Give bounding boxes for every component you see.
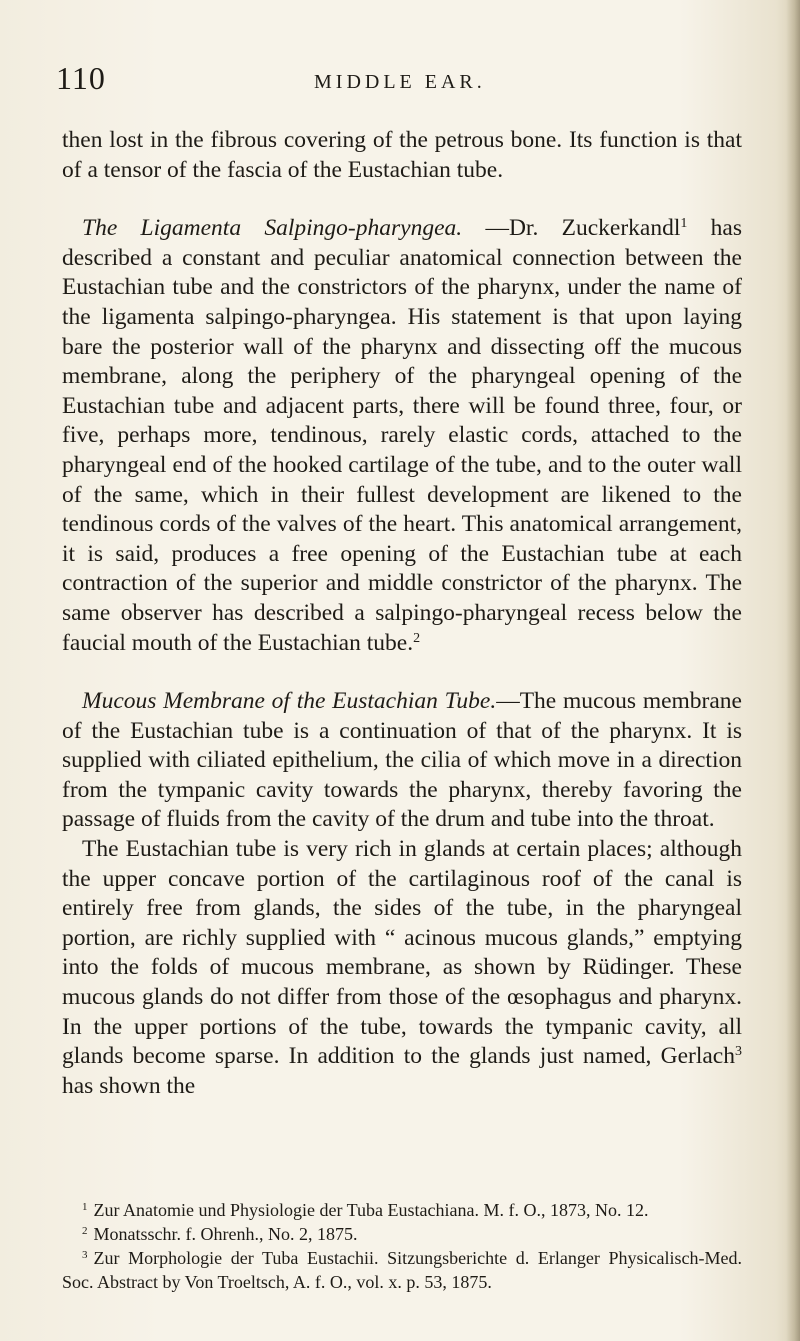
footnote-text-3: Zur Morphologie der Tuba Eustachii. Sitzungsberichte d. Erlanger Physicalisch-Med. Soc. Abstract by Von Troeltsch, A. f. O., vol. x. p. 53, 1875.	[62, 1248, 742, 1292]
footnotes	[62, 1198, 742, 1294]
running-head: MIDDLE EAR.	[314, 71, 486, 93]
footnote-marker-2: 2	[82, 1225, 88, 1237]
section-title-mucous-membrane: Mucous Membrane of the Eustachian Tube.	[82, 688, 497, 715]
paragraph-ligamenta-intro: —Dr. Zuckerkandl	[462, 215, 681, 242]
paragraph-glands	[62, 835, 742, 1101]
footnote-text-1: Zur Anatomie und Physiologie der Tuba Eustachiana. M. f. O., 1873, No. 12.	[93, 1200, 649, 1220]
footnote-marker-1: 1	[82, 1201, 88, 1213]
footnote-ref-1: 1	[680, 216, 688, 232]
page-number: 110	[56, 60, 106, 96]
body-text	[62, 126, 742, 1101]
paragraph-mucous-membrane	[62, 687, 742, 835]
footnote-marker-3: 3	[82, 1249, 88, 1261]
paragraph-mucous-membrane-body: —The mucous membrane of the Eustachian tube is a continuation of that of the pharynx. It is supplied with ciliated epithelium, the cilia of which move in a direction from the tympanic cavity towards the pharynx, thereby favoring the passage of fluids from the cavity of the drum and tube into the throat.	[62, 688, 742, 833]
footnote-ref-3: 3	[735, 1044, 742, 1060]
paragraph-ligamenta	[62, 214, 742, 658]
footnote-1	[62, 1198, 742, 1222]
footnote-text-2: Monatsschr. f. Ohrenh., No. 2, 1875.	[93, 1224, 358, 1244]
footnote-2	[62, 1222, 742, 1246]
page-edge-shadow	[786, 0, 800, 1341]
paragraph-fascia: then lost in the fibrous covering of the petrous bone. Its function is that of a tensor of the fascia of the Eustachian tube.	[62, 127, 742, 183]
section-title-ligamenta: The Ligamenta Salpingo-pharyngea.	[82, 215, 463, 242]
paragraph-ligamenta-body: has described a constant and peculiar anatomical connection between the Eustachian tube and the constrictors of the pharynx, under the name of the ligamenta salpingo-pharyngea. His statement is that upon laying bare the posterior wall of the pharynx and dissecting off the mucous membrane, along the periphery of the pharyngeal opening of the Eustachian tube and adjacent parts, there will be found three, four, or five, perhaps more, tendinous, rarely elastic cords, attached to the pharyngeal end of the hooked cartilage of the tube, and to the outer wall of the same, which in their fullest development are likened to the tendinous cords of the valves of the heart. This anatomical arrangement, it is said, produces a free opening of the Eustachian tube at each contraction of the superior and middle constrictor of the pharynx. The same observer has described a salpingo-pharyngeal recess below the faucial mouth of the Eustachian tube.	[62, 215, 742, 656]
footnote-3	[62, 1246, 742, 1294]
paragraph-glands-end: has shown the	[62, 1072, 196, 1099]
paragraph-glands-body: The Eustachian tube is very rich in glands at certain places; although the upper concave portion of the cartilaginous roof of the canal is entirely free from glands, the sides of the tube, in the pharyngeal portion, are richly supplied with “ acinous mucous glands,” emptying into the folds of mucous membrane, as shown by Rüdinger. These mucous glands do not differ from those of the œsophagus and pharynx. In the upper portions of the tube, towards the tympanic cavity, all glands become sparse. In addition to the glands just named, Gerlach	[62, 836, 742, 1070]
page-header	[56, 62, 746, 102]
footnote-ref-2: 2	[413, 630, 421, 646]
